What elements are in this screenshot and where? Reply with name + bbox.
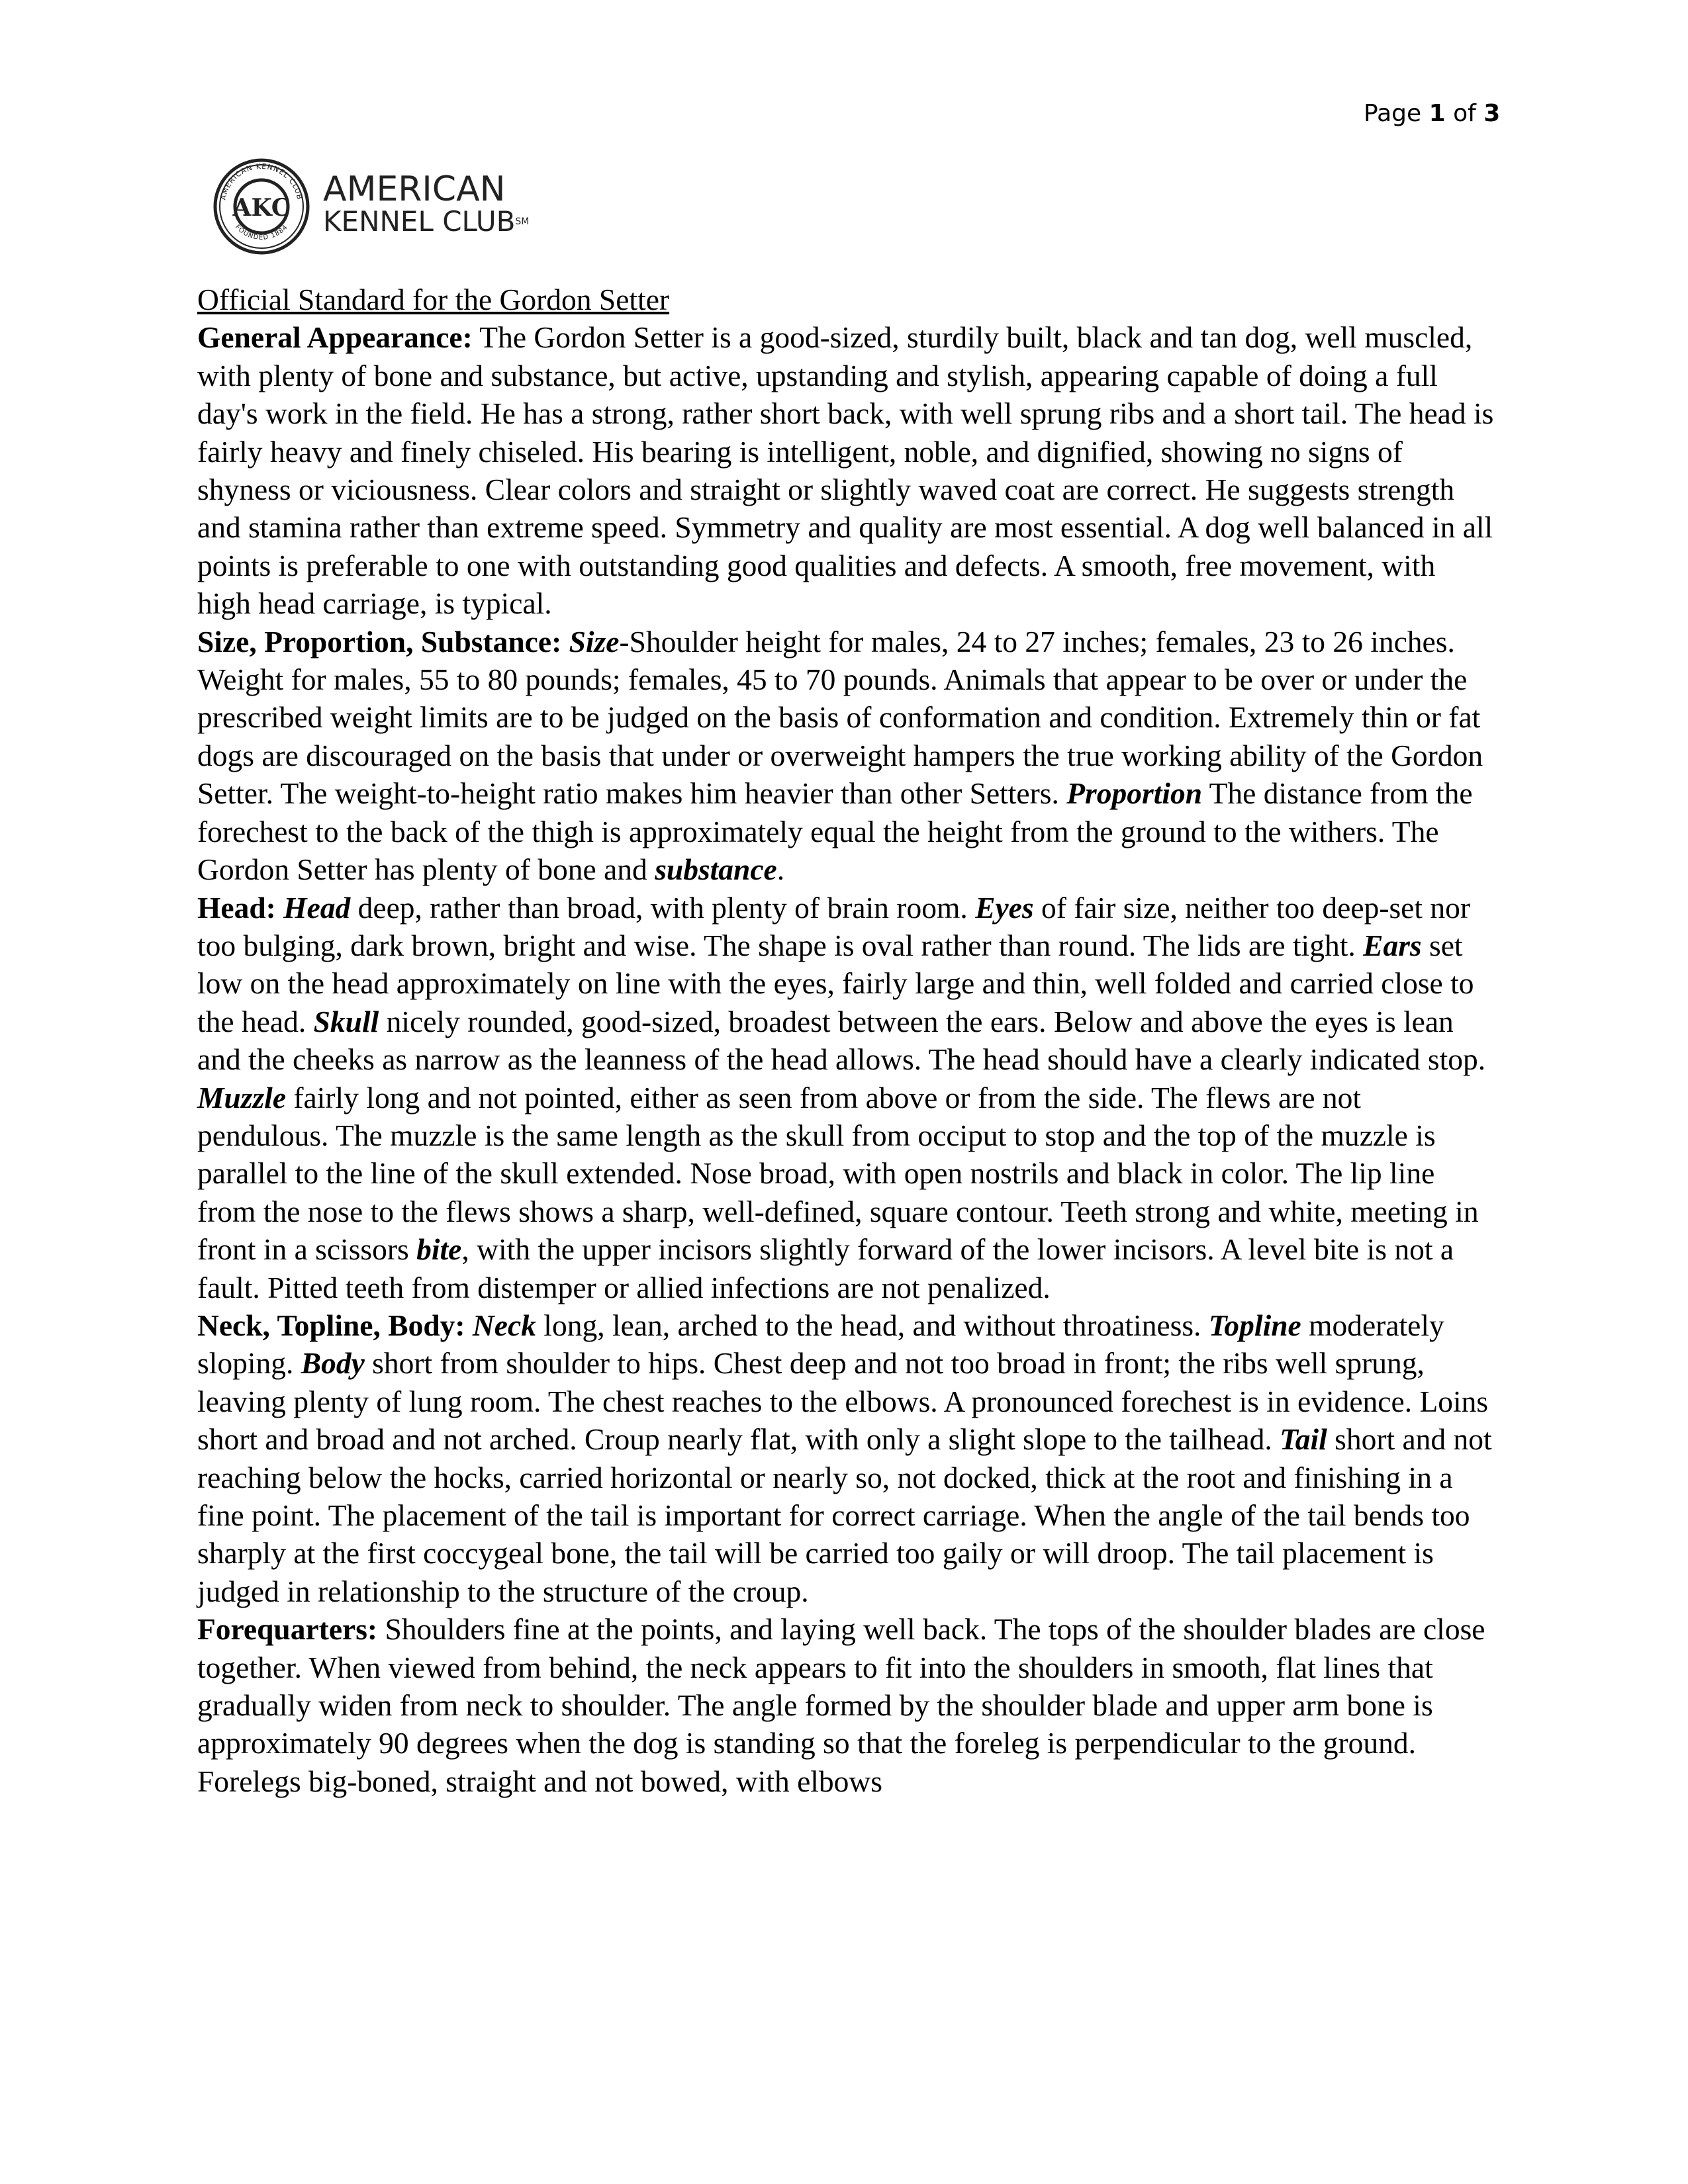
page-number bbox=[1364, 99, 1501, 128]
logo-line-kennel-club bbox=[323, 206, 529, 237]
logo-line-kennel-club-text: KENNEL CLUB bbox=[323, 205, 516, 238]
section-label: General Appearance: bbox=[197, 320, 473, 355]
section-term: Topline bbox=[1208, 1308, 1301, 1342]
section-label: Head: bbox=[197, 890, 276, 925]
page-number-prefix: Page bbox=[1364, 100, 1422, 127]
section-text: short and not reaching below the hocks, carried horizontal or nearly so, not docked, thick at the root and finishing in a fine point. The placement of the tail is important for correct carriage. When the angle of the tail bends too sharply at the first coccygeal bone, the tail will be carried too gaily or will droop. The tail placement is judged in relationship to the structure of the croup. bbox=[197, 1422, 1492, 1608]
standard-sections bbox=[197, 318, 1495, 1800]
section-text bbox=[561, 625, 569, 659]
section-term: Eyes bbox=[975, 890, 1034, 925]
section-paragraph bbox=[197, 1610, 1495, 1800]
section-text: deep, rather than broad, with plenty of brain room. bbox=[350, 890, 976, 925]
section-text: Shoulders fine at the points, and laying well back. The tops of the shoulder blades are close together. When viewed from behind, the neck appears to fit into the shoulders in smooth, flat lines that gradually widen from neck to shoulder. The angle formed by the shoulder blade and upper arm bone is approximately 90 degrees when the dog is standing so that the foreleg is perpendicular to the ground. Forelegs big-boned, straight and not bowed, with elbows bbox=[197, 1612, 1485, 1798]
section-text: fairly long and not pointed, either as seen from above or from the side. The flews are not pendulous. The muzzle is the same length as the skull from occiput to stop and the top of the muzzle is parallel to the line of the skull extended. Nose broad, with open nostrils and black in color. The lip line from the nose to the flews shows a sharp, well-defined, square contour. Teeth strong and white, meeting in front in a scissors bbox=[197, 1080, 1479, 1267]
section-term: bite bbox=[416, 1232, 462, 1267]
section-term: Size bbox=[569, 624, 620, 659]
seal-ring-top-text: AMERICAN KENNEL CLUB bbox=[218, 161, 305, 201]
section-text: -Shoulder height for males, 24 to 27 inches; females, 23 to 26 inches. Weight for males, 55 to 80 pounds; females, 45 to 70 pounds. Animals that appear to be over or under the prescribed weight limits are to be judged on the basis of conformation and condition. Extremely thin or fat dogs are discouraged on the basis that under or overweight hampers the true working ability of the Gordon Setter. The weight-to-height ratio makes him heavier than other Setters. bbox=[197, 624, 1483, 811]
section-paragraph bbox=[197, 623, 1495, 889]
standard-document bbox=[197, 281, 1495, 1800]
section-term: Neck bbox=[472, 1308, 536, 1342]
section-text: set low on the head approximately on line with the eyes, fairly large and thin, well folded and carried close to the head. bbox=[197, 928, 1474, 1038]
section-text: short from shoulder to hips. Chest deep and not too broad in front; the ribs well sprung, leaving plenty of lung room. The chest reaches to the elbows. A pronounced forechest is in evidence. Loins short and broad and not arched. Croup nearly flat, with only a slight slope to the tailhead. bbox=[197, 1346, 1489, 1457]
page-number-total: 3 bbox=[1483, 100, 1501, 127]
seal-ring-bottom-text: FOUNDED 1884 bbox=[233, 223, 290, 242]
section-term: Proportion bbox=[1066, 776, 1203, 811]
section-term: Head bbox=[283, 890, 351, 925]
section-text bbox=[276, 891, 283, 925]
section-term: Ears bbox=[1363, 928, 1422, 962]
section-text: of fair size, neither too deep-set nor too bulging, dark brown, bright and wise. The shape is oval rather than round. The lids are tight. bbox=[197, 890, 1471, 962]
section-text: The distance from the forechest to the back of the thigh is approximately equal the height from the ground to the withers. The Gordon Setter has plenty of bone and bbox=[197, 776, 1473, 887]
section-text: moderately sloping. bbox=[197, 1308, 1444, 1381]
section-text: . bbox=[776, 852, 785, 887]
section-term: Skull bbox=[313, 1004, 379, 1038]
section-term: Tail bbox=[1280, 1422, 1327, 1457]
section-text: long, lean, arched to the head, and without throatiness. bbox=[536, 1308, 1209, 1342]
section-paragraph bbox=[197, 889, 1495, 1306]
section-text: The Gordon Setter is a good-sized, sturdily built, black and tan dog, well muscled, with plenty of bone and substance, but active, upstanding and stylish, appearing capable of doing a full day's work in the field. He has a strong, rather short back, with well sprung ribs and a short tail. The head is fairly heavy and finely chiseled. His bearing is intelligent, noble, and dignified, showing no signs of shyness or viciousness. Clear colors and straight or slightly waved coat are correct. He suggests strength and stamina rather than extreme speed. Symmetry and quality are most essential. A dog well balanced in all points is preferable to one with outstanding good qualities and defects. A smooth, free movement, with high head carriage, is typical. bbox=[197, 320, 1494, 621]
page-number-separator: of bbox=[1453, 100, 1476, 127]
section-label: Forequarters: bbox=[197, 1612, 378, 1647]
akc-seal-icon bbox=[212, 151, 311, 260]
section-text: nicely rounded, good-sized, broadest between the ears. Below and above the eyes is lean and the cheeks as narrow as the leanness of the head allows. The head should have a clearly indicated stop. bbox=[197, 1004, 1486, 1077]
seal-monogram: AKC bbox=[232, 194, 291, 222]
logo-service-mark: SM bbox=[515, 216, 530, 227]
section-text: , with the upper incisors slightly forward of the lower incisors. A level bite is not a fault. Pitted teeth from distemper or allied infections are not penalized. bbox=[197, 1232, 1454, 1304]
document-title: Official Standard for the Gordon Setter bbox=[197, 283, 670, 316]
section-paragraph bbox=[197, 1306, 1495, 1610]
section-label: Size, Proportion, Substance: bbox=[197, 624, 562, 659]
akc-logo bbox=[212, 151, 530, 260]
section-term: Body bbox=[301, 1346, 365, 1381]
section-term: substance bbox=[655, 852, 777, 887]
section-text bbox=[465, 1308, 473, 1342]
section-paragraph bbox=[197, 318, 1495, 622]
section-term: Muzzle bbox=[197, 1080, 287, 1115]
logo-line-american: AMERICAN bbox=[323, 169, 506, 209]
page-number-current: 1 bbox=[1429, 100, 1446, 127]
section-label: Neck, Topline, Body: bbox=[197, 1308, 465, 1342]
